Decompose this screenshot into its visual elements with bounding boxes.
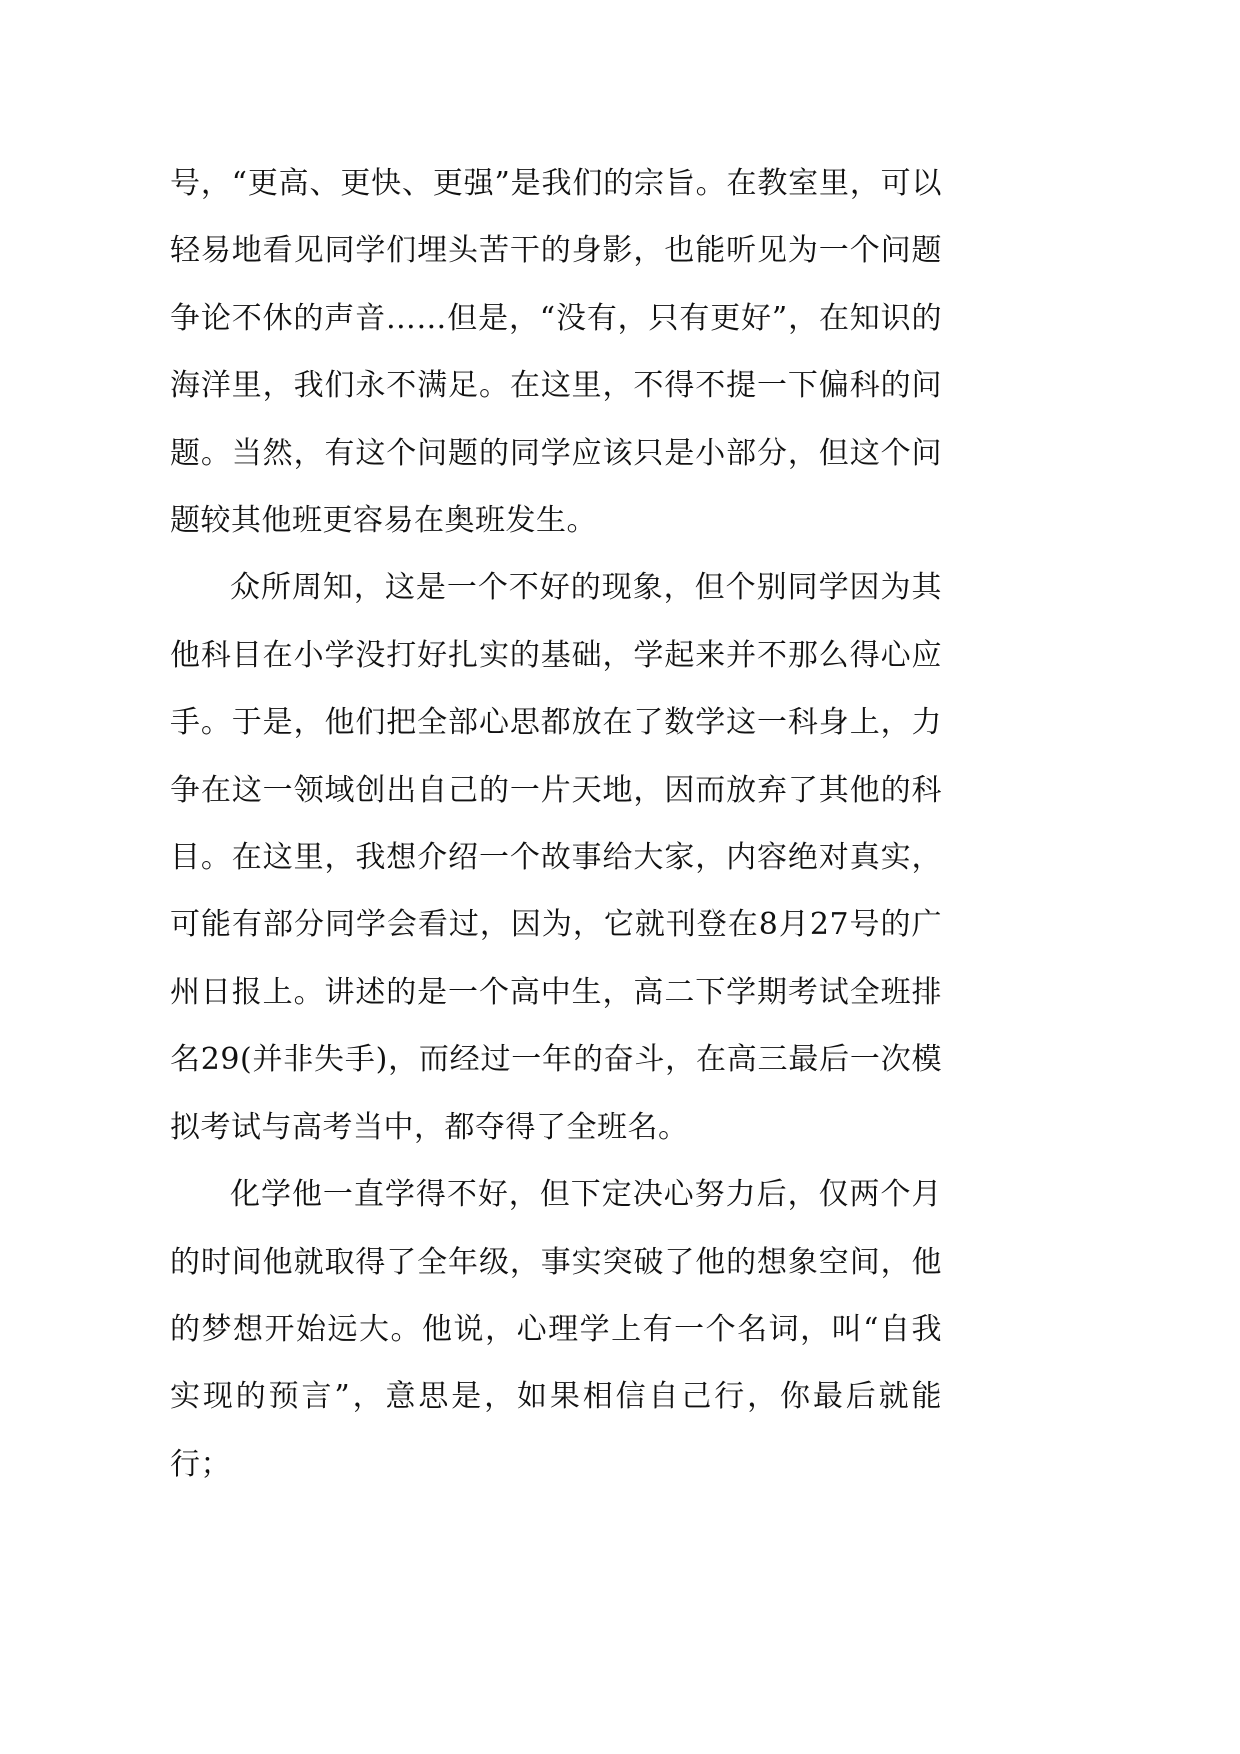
paragraph-continuation: 号，“更高、更快、更强”是我们的宗旨。在教室里，可以轻易地看见同学们埋头苦干的身影，也能听见为一个问题争论不休的声音……但是，“没有，只有更好”，在知识的海洋里，我们永不满足。在这里，不得不提一下偏科的问题。当然，有这个问题的同学应该只是小部分，但这个问题较其他班更容易在奥班发生。: [170, 166, 942, 539]
document-body: [170, 150, 942, 1498]
paragraph: 众所周知，这是一个不好的现象，但个别同学因为其他科目在小学没打好扎实的基础，学起来并不那么得心应手。于是，他们把全部心思都放在了数学这一科身上，力争在这一领域创出自己的一片天地，因而放弃了其他的科目。在这里，我想介绍一个故事给大家，内容绝对真实，可能有部分同学会看过，因为，它就刊登在8月27号的广州日报上。讲述的是一个高中生，高二下学期考试全班排名29(并非失手)，而经过一年的奋斗，在高三最后一次模拟考试与高考当中，都夺得了全班名。: [170, 570, 942, 1145]
paragraph: 化学他一直学得不好，但下定决心努力后，仅两个月的时间他就取得了全年级，事实突破了他的想象空间，他的梦想开始远大。他说，心理学上有一个名词，叫“自我实现的预言”，意思是，如果相信自己行，你最后就能行；: [170, 1177, 942, 1482]
